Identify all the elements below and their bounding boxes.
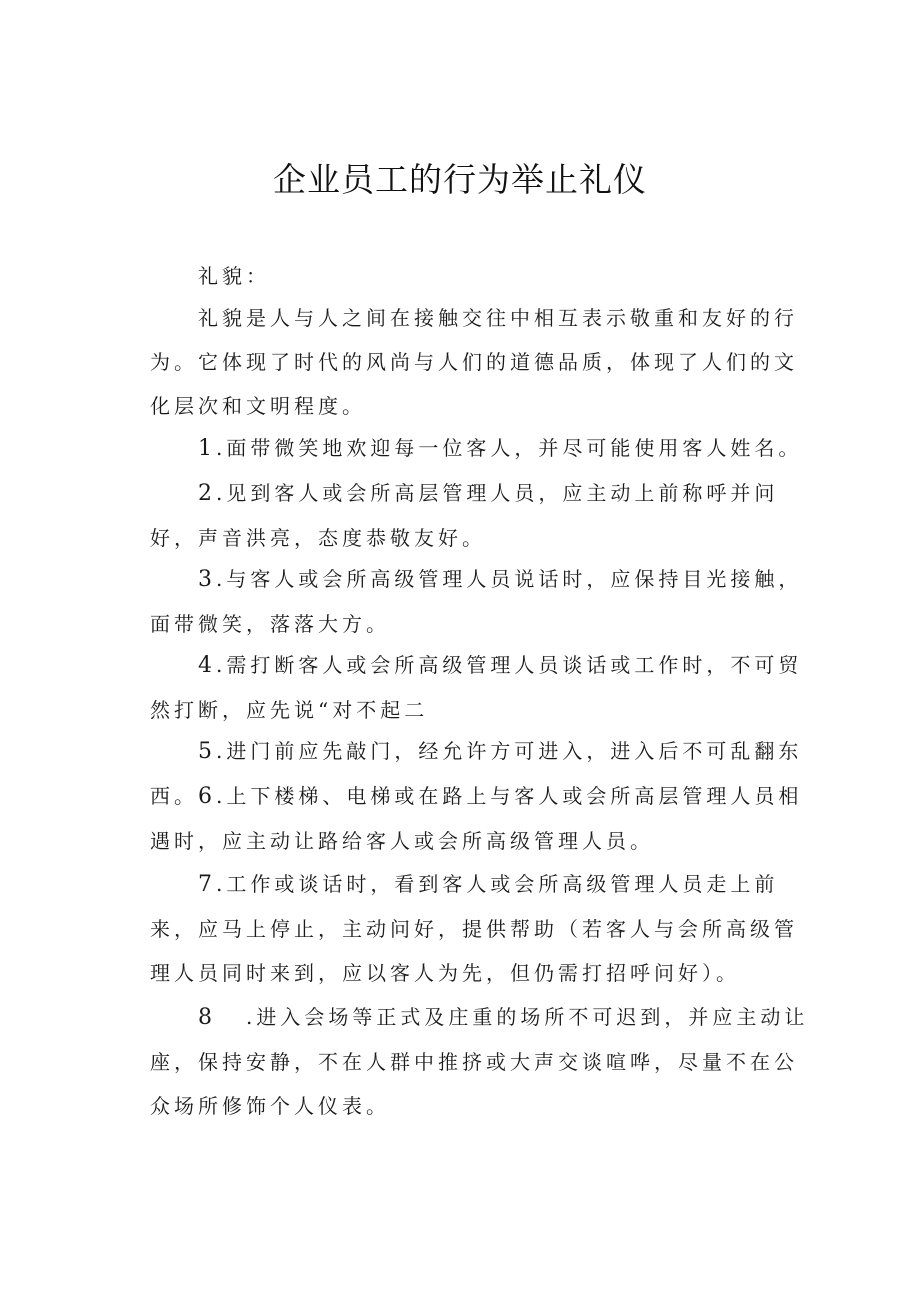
item-text: .需打断客人或会所高级管理人员谈话或工作时，不可贸然打断，应先说“对不起二 (150, 653, 803, 722)
list-item (150, 471, 810, 560)
item-text: .工作或谈话时，看到客人或会所高级管理人员走上前来，应马上停止，主动问好，提供帮助（若客人与会所高级管理人员同时来到，应以客人为先，但仍需打招呼问好）。 (150, 872, 798, 985)
item-number: 4 (198, 653, 216, 678)
item-2-block (150, 471, 810, 560)
list-item (150, 995, 810, 1128)
item-number: 3 (198, 567, 216, 592)
item-1-block (150, 426, 810, 471)
item-6-block (150, 774, 810, 863)
item-number: 1 (198, 436, 216, 461)
item-text: .上下楼梯、电梯或在路上与客人或会所高层管理人员相遇时，应主动让路给客人或会所高级管理人员。 (150, 784, 803, 853)
item-text: .进入会场等正式及庄重的场所不可迟到，并应主动让座，保持安静，不在人群中推挤或大声交谈喧哗，尽量不在公众场所修饰个人仪表。 (150, 1005, 809, 1118)
item-8-block (150, 995, 810, 1128)
intro-paragraph-block (150, 296, 810, 428)
item-text: .面带微笑地欢迎每一位客人，并尽可能使用客人姓名。 (216, 436, 803, 460)
list-item (150, 643, 810, 732)
item-text: .与客人或会所高级管理人员说话时，应保持目光接触，面带微笑，落落大方。 (150, 567, 803, 636)
item-number: 2 (198, 481, 216, 506)
list-item (150, 426, 810, 471)
list-item (150, 862, 810, 995)
item-number: 7 (198, 872, 216, 897)
item-number: 5 (198, 739, 216, 764)
item-4-block (150, 643, 810, 732)
list-item (150, 557, 810, 646)
document-body (150, 254, 810, 298)
item-text: .见到客人或会所高层管理人员，应主动上前称呼并问好，声音洪亮，态度恭敬友好。 (150, 481, 779, 550)
intro-paragraph: 礼貌是人与人之间在接触交往中相互表示敬重和友好的行为。它体现了时代的风尚与人们的道德品质，体现了人们的文化层次和文明程度。 (150, 306, 798, 418)
item-number: 6 (198, 784, 216, 809)
item-text: .进门前应先敲门，经允许方可进入，进入后不可乱翻东西。 (150, 739, 803, 808)
section-heading: 礼貌： (198, 264, 270, 288)
item-3-block (150, 557, 810, 646)
item-number: 8 (198, 1005, 216, 1030)
item-7-block (150, 862, 810, 995)
document-title: 企业员工的行为举止礼仪 (273, 160, 647, 199)
list-item (150, 774, 810, 863)
